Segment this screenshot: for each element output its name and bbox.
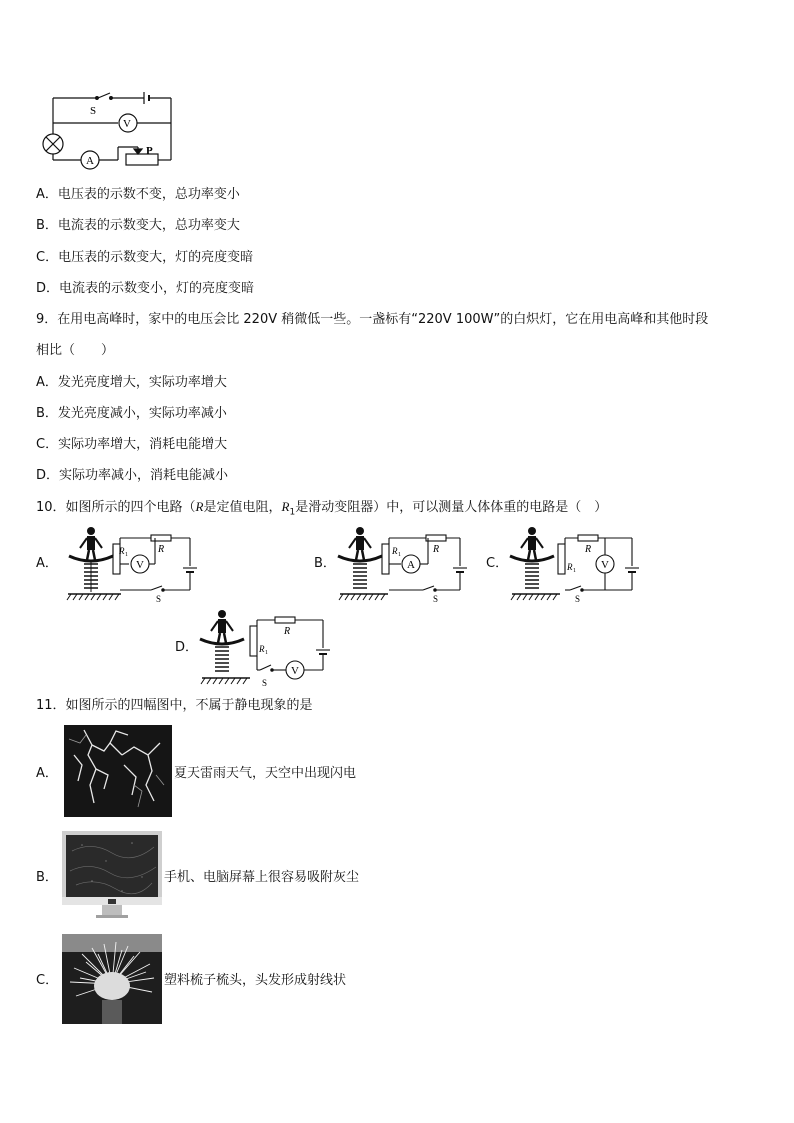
q10-a-r: R — [158, 544, 165, 555]
q11-option-c-text: 塑料梳子梳头，头发形成射线状 — [164, 973, 347, 988]
q8-option-d: D．电流表的示数变小，灯的亮度变暗 — [36, 281, 255, 296]
q10-letter-c: C． — [486, 556, 509, 571]
q10-c-meter: V — [601, 559, 609, 571]
q10-c-r1: R — [567, 562, 573, 572]
q10-circuit-b — [338, 526, 473, 604]
q8-option-b: B．电流表的示数变大，总功率变大 — [36, 218, 240, 233]
q8-option-c: C．电压表的示数变大，灯的亮度变暗 — [36, 250, 254, 265]
q10-circuit-c — [510, 526, 645, 604]
q11-option-a-text: 夏天雷雨天气，天空中出现闪电 — [174, 766, 357, 781]
q11-option-b-text: 手机、电脑屏幕上很容易吸附灰尘 — [164, 870, 360, 885]
q10-b-r1-sub: 1 — [398, 552, 401, 558]
q11-option-a-letter: A． — [36, 766, 58, 781]
q10-a-r1-sub: 1 — [125, 552, 128, 558]
q10-stem — [36, 499, 607, 521]
q10-letter-d: D． — [175, 640, 199, 655]
q8-circuit-diagram — [38, 92, 178, 167]
lightning-photo — [64, 725, 172, 817]
q10-d-meter: V — [291, 665, 299, 677]
q10-b-meter: A — [407, 559, 415, 571]
q10-stem-mid1: 是定值电阻， — [203, 500, 282, 515]
q11-option-c-letter: C． — [36, 973, 59, 988]
q10-d-r: R — [284, 626, 291, 637]
q8-ammeter-label: A — [86, 155, 94, 167]
person-on-scale-icon — [338, 527, 388, 600]
q10-stem-r1-sub: 1 — [289, 507, 296, 518]
q10-a-switch: S — [156, 594, 162, 604]
q10-d-r1-sub: 1 — [265, 650, 268, 656]
q10-stem-r: R — [195, 499, 204, 514]
q10-circuit-a — [63, 526, 198, 604]
q11-stem: 11．如图所示的四幅图中，不属于静电现象的是 — [36, 698, 313, 713]
static-hair-photo — [62, 934, 162, 1024]
q10-stem-r1: R — [281, 499, 290, 514]
q11-option-b-letter: B． — [36, 870, 58, 885]
q9-option-c: C．实际功率增大，消耗电能增大 — [36, 437, 228, 452]
person-on-scale-icon — [510, 527, 560, 600]
q9-stem-line2: 相比（ ） — [36, 343, 115, 358]
q9-stem-line1: 9．在用电高峰时，家中的电压会比 220V 稍微低一些。一盏标有“220V 100W”的白炽灯，它在用电高峰和其他时段 — [36, 312, 709, 327]
q10-stem-mid2: 是滑动变阻器）中，可以测量人体体重的电路是（ ） — [295, 500, 608, 515]
q10-b-r1: R — [392, 546, 398, 556]
q10-c-switch: S — [575, 594, 581, 604]
q10-letter-a: A． — [36, 556, 58, 571]
q10-a-r1: R — [119, 546, 125, 556]
q8-slider-label: P — [146, 145, 153, 157]
q8-option-a: A．电压表的示数不变，总功率变小 — [36, 187, 240, 202]
person-on-scale-icon — [200, 610, 250, 684]
q9-option-a: A．发光亮度增大，实际功率增大 — [36, 375, 227, 390]
q9-option-b: B．发光亮度减小，实际功率减小 — [36, 406, 227, 421]
q10-circuit-d — [200, 608, 335, 688]
q10-b-switch: S — [433, 594, 439, 604]
q10-b-r: R — [433, 544, 440, 555]
q10-d-r1: R — [259, 644, 265, 654]
q8-voltmeter-label: V — [123, 118, 131, 130]
q9-option-d: D．实际功率减小，消耗电能减小 — [36, 468, 229, 483]
computer-monitor-photo — [62, 831, 162, 921]
q10-letter-b: B． — [314, 556, 336, 571]
q10-stem-prefix: 10．如图所示的四个电路（ — [36, 500, 196, 515]
q10-a-meter: V — [136, 559, 144, 571]
q10-c-r: R — [585, 544, 592, 555]
q10-d-switch: S — [262, 678, 268, 688]
q10-c-r1-sub: 1 — [573, 568, 576, 574]
q8-switch-label: S — [90, 105, 97, 117]
